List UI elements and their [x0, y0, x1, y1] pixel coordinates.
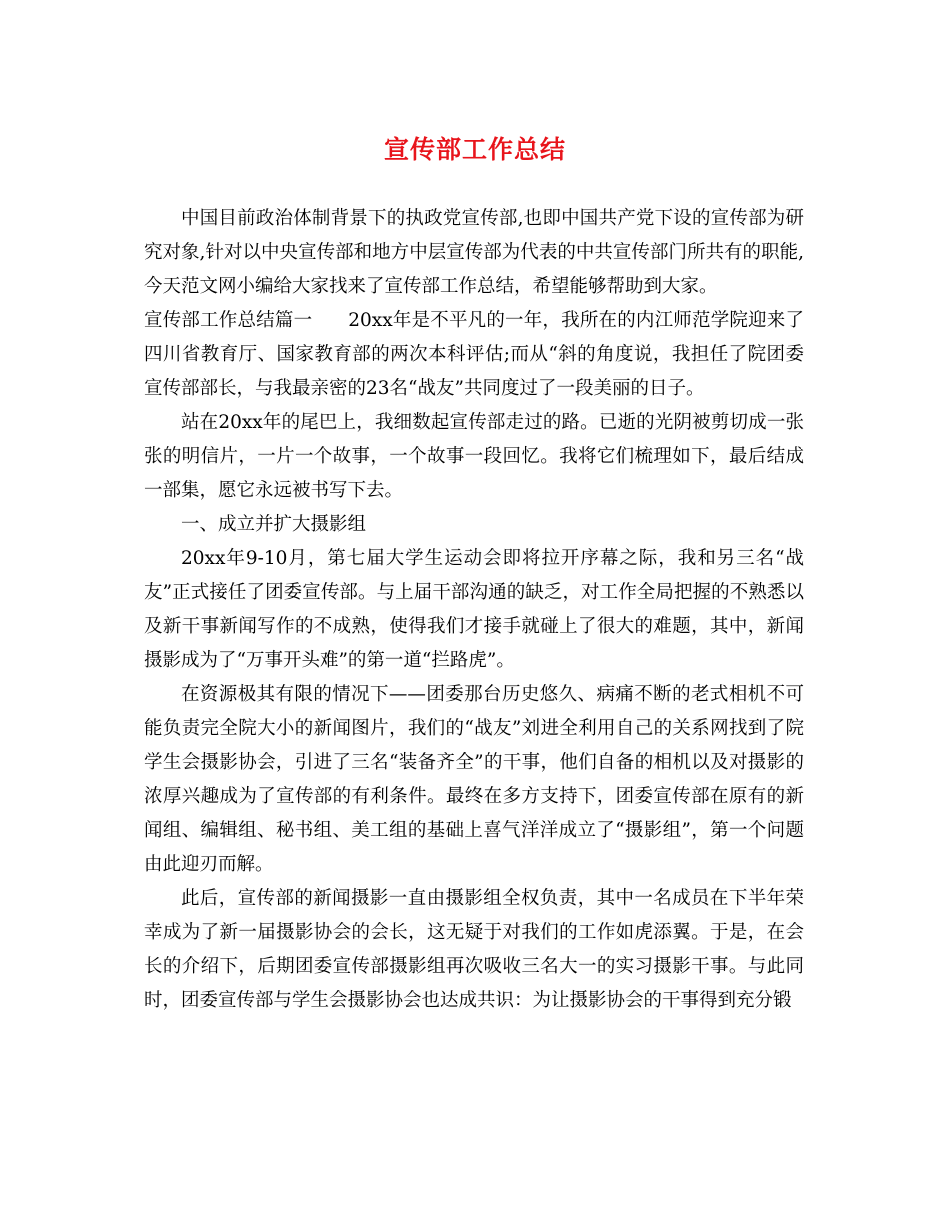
body-paragraph: 20xx年9-10月，第七届大学生运动会即将拉开序幕之际，我和另三名“战友”正式接任了团委宣传部。与上届干部沟通的缺乏，对工作全局把握的不熟悉以及新干事新闻写作的不成熟，使得我们才接手就碰上了很大的难题，其中，新闻摄影成为了“万事开头难”的第一道“拦路虎”。	[144, 548, 804, 671]
body-paragraph: 在资源极其有限的情况下——团委那台历史悠久、病痛不断的老式相机不可能负责完全院大小的新闻图片，我们的“战友”刘进全利用自己的关系网找到了院学生会摄影协会，引进了三名“装备齐全”的干事，他们自备的相机以及对摄影的浓厚兴趣成为了宣传部的有利条件。最终在多方支持下，团委宣传部在原有的新闻组、编辑组、秘书组、美工组的基础上喜气洋洋成立了“摄影组”，第一个问题由此迎刃而解。	[144, 684, 804, 875]
subheading: 一、成立并扩大摄影组	[181, 514, 367, 535]
document-body	[144, 202, 804, 1018]
section-paragraph	[144, 304, 804, 406]
document-title: 宣传部工作总结	[383, 135, 566, 164]
section-title: 宣传部工作总结篇一	[144, 310, 313, 331]
body-paragraph: 站在20xx年的尾巴上，我细数起宣传部走过的路。已逝的光阴被剪切成一张张的明信片，一片一个故事，一个故事一段回忆。我将它们梳理如下，最后结成一部集，愿它永远被书写下去。	[144, 412, 804, 501]
body-paragraph: 此后，宣传部的新闻摄影一直由摄影组全权负责，其中一名成员在下半年荣幸成为了新一届摄影协会的会长，这无疑于对我们的工作如虎添翼。于是，在会长的介绍下，后期团委宣传部摄影组再次吸收三名大一的实习摄影干事。与此同时，团委宣传部与学生会摄影协会也达成共识：为让摄影协会的干事得到充分锻	[144, 888, 804, 1011]
intro-paragraph: 中国目前政治体制背景下的执政党宣传部,也即中国共产党下设的宣传部为研究对象,针对以中央宣传部和地方中层宣传部为代表的中共宣传部门所共有的职能,今天范文网小编给大家找来了宣传部工作总结，希望能够帮助到大家。	[144, 208, 804, 297]
section-first-paragraph: 20xx年是不平凡的一年，我所在的内江师范学院迎来了四川省教育厅、国家教育部的两次本科评估;而从“斜的角度说，我担任了院团委宣传部部长，与我最亲密的23名“战友”共同度过了一段美丽的日子。	[144, 310, 804, 399]
